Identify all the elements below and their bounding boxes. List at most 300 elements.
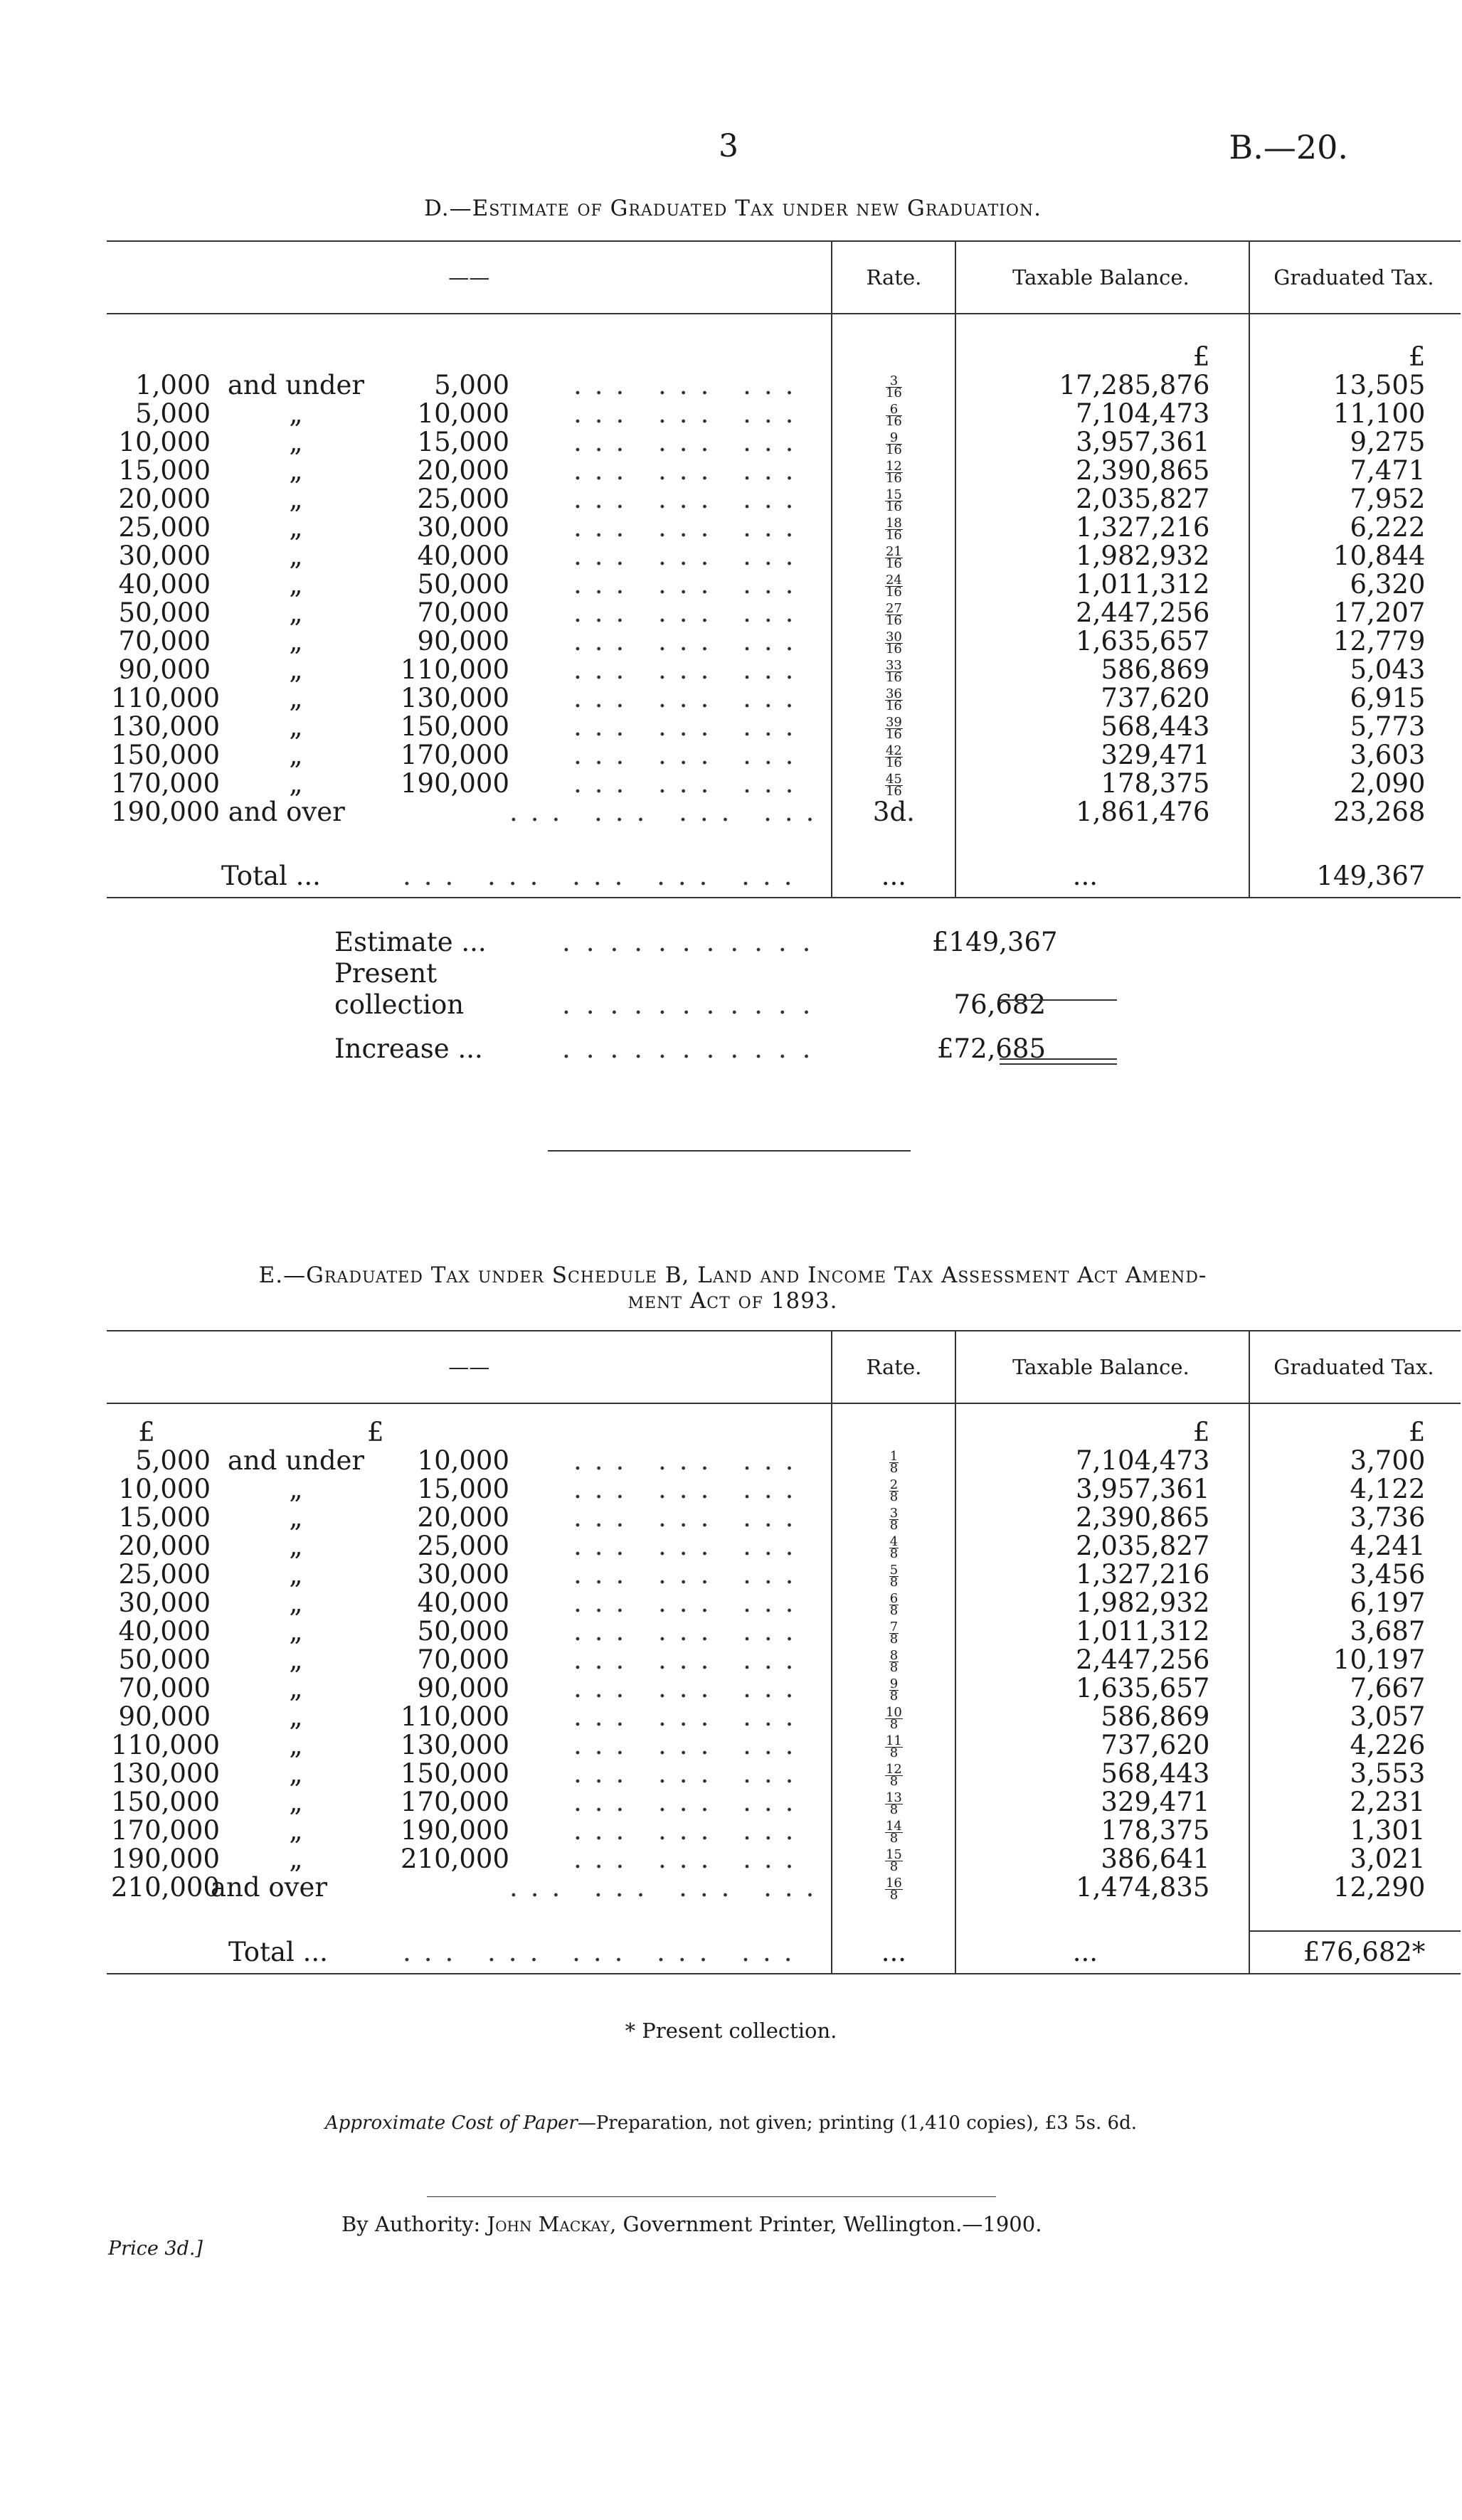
table-d-range-connector: „ bbox=[289, 711, 303, 742]
table-d-range-connector: „ bbox=[289, 768, 303, 799]
table-e-rate bbox=[832, 1873, 955, 1902]
table-d-balance: 178,375 bbox=[955, 770, 1249, 798]
table-d-range-lower: 10,000 bbox=[118, 427, 211, 457]
table-e-row bbox=[107, 1703, 1461, 1731]
table-d-range-upper: 150,000 bbox=[400, 711, 509, 742]
table-d-rate bbox=[832, 457, 955, 485]
table-e-range-upper: 30,000 bbox=[417, 1559, 509, 1590]
table-d-range-lower: 30,000 bbox=[118, 541, 211, 571]
table-d-rate bbox=[832, 770, 955, 798]
table-e-rate-fraction bbox=[889, 1479, 899, 1503]
table-e-rate-fraction-numerator: 15 bbox=[885, 1847, 902, 1862]
table-e-range-upper: 25,000 bbox=[417, 1531, 509, 1561]
table-e-tax: 3,553 bbox=[1350, 1758, 1426, 1789]
table-d-row bbox=[107, 485, 1461, 514]
table-d-range bbox=[107, 485, 832, 514]
table-d-tax: 2,090 bbox=[1350, 768, 1426, 799]
table-e-balance: 2,390,865 bbox=[955, 1504, 1249, 1532]
table-e-rate bbox=[832, 1504, 955, 1532]
table-d-rate-fraction bbox=[885, 546, 903, 570]
table-d-range-lower: 25,000 bbox=[118, 512, 211, 543]
table-e-balance: 2,035,827 bbox=[955, 1532, 1249, 1561]
table-d-rate bbox=[832, 371, 955, 400]
table-e-range-connector: „ bbox=[289, 1531, 303, 1561]
table-d-tax: 17,207 bbox=[1333, 597, 1426, 628]
table-d-range bbox=[107, 599, 832, 627]
table-d-range-leader: ... ... ... bbox=[573, 370, 807, 400]
table-e-balance: 737,620 bbox=[955, 1731, 1249, 1760]
table-e-range bbox=[107, 1845, 832, 1873]
table-d-range-lower: 150,000 bbox=[111, 740, 221, 770]
table-e-rate-fraction bbox=[889, 1451, 899, 1474]
table-d-rate bbox=[832, 570, 955, 599]
table-e-rate-fraction-numerator: 16 bbox=[885, 1876, 902, 1891]
table-d-row bbox=[107, 457, 1461, 485]
table-e-rate bbox=[832, 1589, 955, 1617]
table-e-range-connector: „ bbox=[289, 1502, 303, 1533]
table-e-rate-fraction-numerator: 11 bbox=[885, 1733, 902, 1748]
table-d-rate-fraction bbox=[885, 373, 902, 400]
table-d-rate-fraction bbox=[885, 660, 903, 684]
table-d-range bbox=[107, 457, 832, 485]
table-e-rate-fraction bbox=[885, 1707, 903, 1730]
table-d-balance: 586,869 bbox=[955, 656, 1249, 684]
table-e-rate-fraction-denominator: 8 bbox=[889, 1689, 899, 1703]
summary-double-rule-1 bbox=[1000, 1058, 1117, 1060]
table-e-range bbox=[107, 1674, 832, 1703]
table-d-total-tax: 149,367 bbox=[1249, 855, 1461, 898]
table-e-range-leader: ... ... ... bbox=[573, 1531, 807, 1561]
table-e-row bbox=[107, 1617, 1461, 1646]
table-d-rate-fraction-denominator: 16 bbox=[885, 698, 902, 713]
table-e-range-connector: „ bbox=[289, 1673, 303, 1703]
table-e-row bbox=[107, 1504, 1461, 1532]
table-e-balance: 1,982,932 bbox=[955, 1589, 1249, 1617]
table-e-balance: 1,327,216 bbox=[955, 1561, 1249, 1589]
table-e-range-lower: 130,000 bbox=[111, 1758, 221, 1789]
table-e-range-leader: ... ... ... bbox=[573, 1474, 807, 1504]
table-d-range-upper: 70,000 bbox=[417, 597, 509, 628]
table-e-row bbox=[107, 1561, 1461, 1589]
table-d-rate-fraction-denominator: 16 bbox=[885, 386, 902, 400]
table-d-range-connector: „ bbox=[289, 512, 303, 543]
table-d-tax: 9,275 bbox=[1350, 427, 1426, 457]
table-d-rate bbox=[832, 713, 955, 741]
table-e-rate-fraction-denominator: 8 bbox=[889, 1546, 899, 1561]
table-d-row bbox=[107, 570, 1461, 599]
table-d-rate-fraction bbox=[886, 404, 902, 427]
table-d-range-connector: and under bbox=[227, 370, 365, 400]
table-e-row bbox=[107, 1817, 1461, 1845]
table-e-range-upper: 90,000 bbox=[417, 1673, 509, 1703]
table-e-range-connector: „ bbox=[289, 1644, 303, 1675]
table-d-range-upper: 130,000 bbox=[400, 683, 509, 713]
table-e-range-leader: ... ... ... bbox=[573, 1502, 807, 1533]
table-d-range-lower: 50,000 bbox=[118, 597, 211, 628]
summary-double-rule-2 bbox=[1000, 1063, 1117, 1065]
table-d-rate bbox=[832, 656, 955, 684]
table-e-rate-fraction-numerator: 14 bbox=[885, 1819, 902, 1834]
table-d-rate-fraction-denominator: 16 bbox=[885, 442, 902, 457]
table-e-range-leader: ... ... ... bbox=[573, 1588, 807, 1618]
table-e-tax: 12,290 bbox=[1333, 1872, 1426, 1903]
table-d-range-connector: „ bbox=[289, 541, 303, 571]
table-d-rate-fraction-denominator: 16 bbox=[885, 613, 902, 628]
table-d-row bbox=[107, 798, 1461, 826]
table-d-range-lower: 1,000 bbox=[135, 370, 211, 400]
table-e-row bbox=[107, 1447, 1461, 1475]
table-e-range bbox=[107, 1873, 832, 1902]
table-e-balance: 568,443 bbox=[955, 1760, 1249, 1788]
table-e-range-leader: ... ... ... bbox=[573, 1616, 807, 1647]
table-e-rate-fraction-numerator: 9 bbox=[889, 1676, 899, 1691]
table-d-title-prefix: D.— bbox=[424, 196, 472, 221]
table-e-rate bbox=[832, 1561, 955, 1589]
table-d-range bbox=[107, 514, 832, 542]
table-e-range-connector: „ bbox=[289, 1730, 303, 1760]
table-d-rate-fraction-numerator: 3 bbox=[886, 376, 902, 388]
table-e-range-connector: „ bbox=[289, 1844, 303, 1874]
table-e-range-upper: 50,000 bbox=[417, 1616, 509, 1647]
table-e-rate-fraction-numerator: 1 bbox=[889, 1449, 899, 1464]
estimate-value: £149,367 bbox=[932, 927, 1058, 957]
table-d-rate-fraction bbox=[885, 603, 903, 627]
table-e-row bbox=[107, 1532, 1461, 1561]
table-d-range bbox=[107, 542, 832, 570]
table-e-range-upper: 130,000 bbox=[400, 1730, 509, 1760]
table-e-row bbox=[107, 1589, 1461, 1617]
table-e-rate-fraction-denominator: 8 bbox=[889, 1888, 899, 1903]
table-d-rate-fraction bbox=[886, 432, 902, 456]
table-e-range-connector: and under bbox=[227, 1445, 365, 1476]
table-e-range-upper: 190,000 bbox=[400, 1815, 509, 1846]
table-d-tax: 6,915 bbox=[1350, 683, 1426, 713]
table-d-range-upper: 25,000 bbox=[417, 484, 509, 514]
estimate-label: Estimate ... bbox=[334, 927, 487, 957]
table-d-rate-fraction bbox=[885, 518, 903, 541]
table-e bbox=[107, 1330, 1461, 1974]
table-e-col-rate: Rate. bbox=[832, 1331, 955, 1403]
table-d-rate-fraction-denominator: 16 bbox=[885, 585, 902, 600]
table-d-rate-fraction-denominator: 16 bbox=[885, 670, 902, 685]
table-d-range-connector: „ bbox=[289, 654, 303, 685]
table-e-col-graduated: Graduated Tax. bbox=[1249, 1331, 1461, 1403]
table-e-range bbox=[107, 1760, 832, 1788]
table-d-rate-fraction-numerator: 45 bbox=[885, 772, 902, 787]
table-d-range bbox=[107, 400, 832, 428]
table-d-range-leader: ... ... ... bbox=[573, 626, 807, 656]
table-e-rate bbox=[832, 1617, 955, 1646]
table-d-balance: 2,447,256 bbox=[955, 599, 1249, 627]
table-e-rate bbox=[832, 1646, 955, 1674]
table-e-range bbox=[107, 1504, 832, 1532]
table-e-tax: 3,456 bbox=[1350, 1559, 1426, 1590]
table-e-rate bbox=[832, 1674, 955, 1703]
table-e-balance: 586,869 bbox=[955, 1703, 1249, 1731]
table-e-range-connector: „ bbox=[289, 1559, 303, 1590]
table-e-range-lower: 170,000 bbox=[111, 1815, 221, 1846]
table-e-range-leader: ... ... ... bbox=[573, 1701, 807, 1732]
table-e-rate-fraction-numerator: 12 bbox=[885, 1762, 902, 1777]
table-e-range bbox=[107, 1589, 832, 1617]
table-d-summary: Estimate ... ........... £149,367 Present collection ........... 76,682 Increase ... ........... £72,685 bbox=[334, 927, 1058, 1064]
table-e-range-leader: ... ... ... bbox=[573, 1644, 807, 1675]
table-d-tax: 11,100 bbox=[1333, 398, 1426, 429]
table-d-col-balance: Taxable Balance. bbox=[955, 241, 1249, 314]
table-e-rate-fraction bbox=[885, 1821, 903, 1844]
table-e-rate-fraction-numerator: 4 bbox=[889, 1534, 899, 1549]
table-d-range-upper: 20,000 bbox=[417, 455, 509, 486]
table-e-range-connector: „ bbox=[289, 1616, 303, 1647]
table-e-rate-fraction-denominator: 8 bbox=[889, 1518, 899, 1533]
table-e-rate-fraction-denominator: 8 bbox=[889, 1802, 899, 1817]
table-e-rate-fraction-denominator: 8 bbox=[889, 1632, 899, 1647]
table-d-rate-fraction-numerator: 36 bbox=[885, 686, 902, 701]
table-e-rate-fraction bbox=[885, 1764, 903, 1787]
table-d-tax: 3,603 bbox=[1350, 740, 1426, 770]
table-e-rate bbox=[832, 1760, 955, 1788]
table-d-rate-fraction bbox=[885, 717, 903, 740]
table-e-body bbox=[107, 1403, 1461, 1974]
table-d-range-leader: ... ... ... bbox=[573, 398, 807, 429]
table-e-rate-fraction-denominator: 8 bbox=[889, 1745, 899, 1760]
table-d-range-leader: ... ... ... bbox=[573, 597, 807, 628]
table-d-range-leader: ... ... ... bbox=[573, 654, 807, 685]
table-d-rate-fraction-denominator: 16 bbox=[885, 755, 902, 770]
table-d-rate-fraction-denominator: 16 bbox=[885, 727, 902, 742]
table-d-row bbox=[107, 542, 1461, 570]
table-e-rate-fraction bbox=[885, 1735, 903, 1759]
table-e-rate-fraction-numerator: 2 bbox=[889, 1477, 899, 1492]
table-e-balance: 1,474,835 bbox=[955, 1873, 1249, 1902]
table-e-row bbox=[107, 1475, 1461, 1504]
table-d-rate-fraction-numerator: 9 bbox=[886, 432, 902, 445]
table-e-rate-fraction bbox=[889, 1650, 899, 1674]
table-d-range-lower: 170,000 bbox=[111, 768, 221, 799]
table-d-row bbox=[107, 684, 1461, 713]
table-d-rate-fraction-numerator: 12 bbox=[885, 459, 902, 474]
table-e-rate-fraction-denominator: 8 bbox=[889, 1831, 899, 1846]
table-d bbox=[107, 240, 1461, 898]
table-e-rate-fraction-numerator: 10 bbox=[885, 1705, 902, 1720]
table-e-range-lower: 70,000 bbox=[118, 1673, 211, 1703]
table-d-tax: 6,320 bbox=[1350, 569, 1426, 600]
table-e-tax: 3,736 bbox=[1350, 1502, 1426, 1533]
table-e-tax: 4,226 bbox=[1350, 1730, 1426, 1760]
table-d-range-upper: 5,000 bbox=[434, 370, 509, 400]
table-d-range-lower: 130,000 bbox=[111, 711, 221, 742]
cost-of-paper-italic: Approximate Cost of Paper bbox=[325, 2112, 578, 2134]
table-e-rate bbox=[832, 1845, 955, 1873]
table-e-rate-fraction bbox=[889, 1622, 899, 1645]
table-e-range-connector: „ bbox=[289, 1758, 303, 1789]
table-e-row bbox=[107, 1873, 1461, 1902]
table-d-rate-fraction-numerator: 15 bbox=[885, 487, 902, 502]
table-d-total-balance: ... bbox=[955, 855, 1249, 898]
table-e-row bbox=[107, 1788, 1461, 1817]
table-d-row bbox=[107, 400, 1461, 428]
table-e-col-dash: —— bbox=[107, 1331, 832, 1403]
table-e-rate-fraction bbox=[889, 1676, 899, 1703]
table-d-range-upper: 50,000 bbox=[417, 569, 509, 600]
table-d-tax: 5,043 bbox=[1350, 654, 1426, 685]
table-e-tax: 6,197 bbox=[1350, 1588, 1426, 1618]
table-e-tax: 4,122 bbox=[1350, 1474, 1426, 1504]
authority-name: John Mackay bbox=[487, 2212, 610, 2236]
table-d-total-cell bbox=[107, 855, 832, 898]
table-e-balance: 329,471 bbox=[955, 1788, 1249, 1817]
table-e-balance: 7,104,473 bbox=[955, 1447, 1249, 1475]
table-d-balance: 568,443 bbox=[955, 713, 1249, 741]
table-e-range bbox=[107, 1617, 832, 1646]
table-e-balance: 1,635,657 bbox=[955, 1674, 1249, 1703]
table-d-row bbox=[107, 627, 1461, 656]
table-d-total-row bbox=[107, 855, 1461, 898]
table-e-rate-fraction bbox=[889, 1565, 899, 1588]
table-e-tax: 3,687 bbox=[1350, 1616, 1426, 1647]
table-d-tax: 5,773 bbox=[1350, 711, 1426, 742]
table-d-rate bbox=[832, 741, 955, 770]
table-e-range-leader: ... ... ... bbox=[573, 1844, 807, 1874]
table-e-row bbox=[107, 1646, 1461, 1674]
table-d-range bbox=[107, 627, 832, 656]
table-e-balance: 3,957,361 bbox=[955, 1475, 1249, 1504]
table-d-range-leader: ... ... ... bbox=[573, 427, 807, 457]
table-e-rate bbox=[832, 1447, 955, 1475]
table-e-rate-fraction-denominator: 8 bbox=[889, 1575, 899, 1590]
table-d-range-lower: 70,000 bbox=[118, 626, 211, 656]
table-d-total-rate: ... bbox=[832, 855, 955, 898]
table-e-row bbox=[107, 1674, 1461, 1703]
table-d-currency-graduated: £ bbox=[1408, 341, 1426, 372]
table-d-range-leader: ... ... ... bbox=[573, 711, 807, 742]
table-d-rate-fraction-denominator: 16 bbox=[885, 499, 902, 514]
table-d-range bbox=[107, 656, 832, 684]
table-d-tax: 6,222 bbox=[1350, 512, 1426, 543]
table-e-range-lower: 20,000 bbox=[118, 1531, 211, 1561]
table-d-balance: 3,957,361 bbox=[955, 428, 1249, 457]
table-d-col-graduated: Graduated Tax. bbox=[1249, 241, 1461, 314]
table-e-range-upper: 70,000 bbox=[417, 1644, 509, 1675]
cost-of-paper-rest: —Preparation, not given; printing (1,410 copies), £3 5s. 6d. bbox=[577, 2112, 1137, 2134]
table-e-balance: 2,447,256 bbox=[955, 1646, 1249, 1674]
table-e-currency-lo: £ bbox=[138, 1417, 155, 1447]
price: Price 3d.] bbox=[108, 2238, 203, 2260]
table-d-range-connector: „ bbox=[289, 427, 303, 457]
table-e-total-cell bbox=[107, 1931, 832, 1974]
table-e-rate-fraction-denominator: 8 bbox=[889, 1660, 899, 1675]
table-d-range-label: 190,000 and over bbox=[111, 797, 345, 827]
table-e-rate bbox=[832, 1731, 955, 1760]
table-e-total-label: Total ... bbox=[228, 1936, 328, 1967]
table-d-range-leader: ... ... ... bbox=[573, 740, 807, 770]
table-d-col-dash: —— bbox=[107, 241, 832, 314]
table-e-rate-fraction-numerator: 6 bbox=[889, 1591, 899, 1606]
table-d-range bbox=[107, 770, 832, 798]
section-divider bbox=[548, 1150, 911, 1152]
table-e-range-upper: 20,000 bbox=[417, 1502, 509, 1533]
table-e-tax: 1,301 bbox=[1350, 1815, 1426, 1846]
table-e-range bbox=[107, 1646, 832, 1674]
table-d-rate-fraction-numerator: 24 bbox=[885, 573, 902, 588]
table-d-rate-fraction bbox=[885, 629, 903, 656]
table-d-rate-fraction bbox=[885, 745, 903, 769]
table-d-rate-fraction bbox=[885, 489, 903, 513]
table-d-rate bbox=[832, 627, 955, 656]
table-e-rate-fraction bbox=[889, 1508, 899, 1531]
table-e-range-leader: ... ... ... bbox=[573, 1559, 807, 1590]
table-e-rate-fraction bbox=[889, 1593, 899, 1617]
table-e-range-upper: 150,000 bbox=[400, 1758, 509, 1789]
table-e-rate-fraction-numerator: 5 bbox=[889, 1563, 899, 1578]
table-d-range bbox=[107, 570, 832, 599]
table-d-rate-fraction bbox=[885, 575, 903, 598]
table-e-range-leader: ... ... ... bbox=[573, 1730, 807, 1760]
table-d-total-leader: ... ... ... ... ... bbox=[403, 860, 805, 891]
authority-line bbox=[341, 2212, 1042, 2236]
table-d-rate bbox=[832, 514, 955, 542]
table-d-range-connector: „ bbox=[289, 455, 303, 486]
table-e-range-upper: 10,000 bbox=[417, 1445, 509, 1476]
table-d-title bbox=[107, 196, 1359, 221]
table-e-currency-graduated: £ bbox=[1408, 1417, 1426, 1447]
table-d-range-upper: 15,000 bbox=[417, 427, 509, 457]
table-d-row bbox=[107, 770, 1461, 798]
table-d-range-lower: 110,000 bbox=[111, 683, 221, 713]
table-d-range-upper: 40,000 bbox=[417, 541, 509, 571]
table-d-balance: 737,620 bbox=[955, 684, 1249, 713]
table-d-range bbox=[107, 684, 832, 713]
summary-rule bbox=[1000, 999, 1117, 1001]
table-d-balance: 17,285,876 bbox=[955, 371, 1249, 400]
cost-of-paper bbox=[0, 2112, 1462, 2134]
table-d-range-lower: 5,000 bbox=[135, 398, 211, 429]
table-d-rate bbox=[832, 400, 955, 428]
table-e-range-lower: 15,000 bbox=[118, 1502, 211, 1533]
table-d-rate-fraction-denominator: 16 bbox=[885, 414, 902, 429]
table-e-range-leader: ... ... ... bbox=[573, 1787, 807, 1817]
table-e-range-connector: „ bbox=[289, 1815, 303, 1846]
table-e-range-connector: „ bbox=[289, 1474, 303, 1504]
table-d-range-upper: 170,000 bbox=[400, 740, 509, 770]
table-e-range-leader: ... ... ... bbox=[573, 1673, 807, 1703]
table-e-rate bbox=[832, 1532, 955, 1561]
table-e-rate bbox=[832, 1703, 955, 1731]
table-d-range-connector: „ bbox=[289, 597, 303, 628]
table-d-balance: 2,390,865 bbox=[955, 457, 1249, 485]
table-e-rate-fraction bbox=[885, 1849, 903, 1873]
table-e-total-balance: ... bbox=[955, 1931, 1249, 1974]
authority-suffix: , Government Printer, Wellington.—1900. bbox=[610, 2212, 1042, 2236]
table-e-range-connector: „ bbox=[289, 1701, 303, 1732]
table-d-total-label: Total ... bbox=[221, 860, 321, 891]
table-d-range-leader: ... ... ... bbox=[573, 512, 807, 543]
table-d-range-leader: ... ... ... ... bbox=[509, 797, 827, 827]
table-e-rate-fraction-numerator: 13 bbox=[885, 1790, 902, 1805]
table-e-row bbox=[107, 1731, 1461, 1760]
table-d-row bbox=[107, 599, 1461, 627]
table-d-range-upper: 190,000 bbox=[400, 768, 509, 799]
table-e-range-lower: 50,000 bbox=[118, 1644, 211, 1675]
table-d-range-upper: 90,000 bbox=[417, 626, 509, 656]
table-e-rate-fraction bbox=[889, 1536, 899, 1560]
table-e-range-lower: 5,000 bbox=[135, 1445, 211, 1476]
table-e-rate-fraction-denominator: 8 bbox=[889, 1461, 899, 1476]
table-e-rate-fraction-denominator: 8 bbox=[889, 1603, 899, 1618]
table-e-rate-fraction-numerator: 3 bbox=[889, 1506, 899, 1521]
table-e-total-row bbox=[107, 1931, 1461, 1974]
table-d-tax: 7,471 bbox=[1350, 455, 1426, 486]
